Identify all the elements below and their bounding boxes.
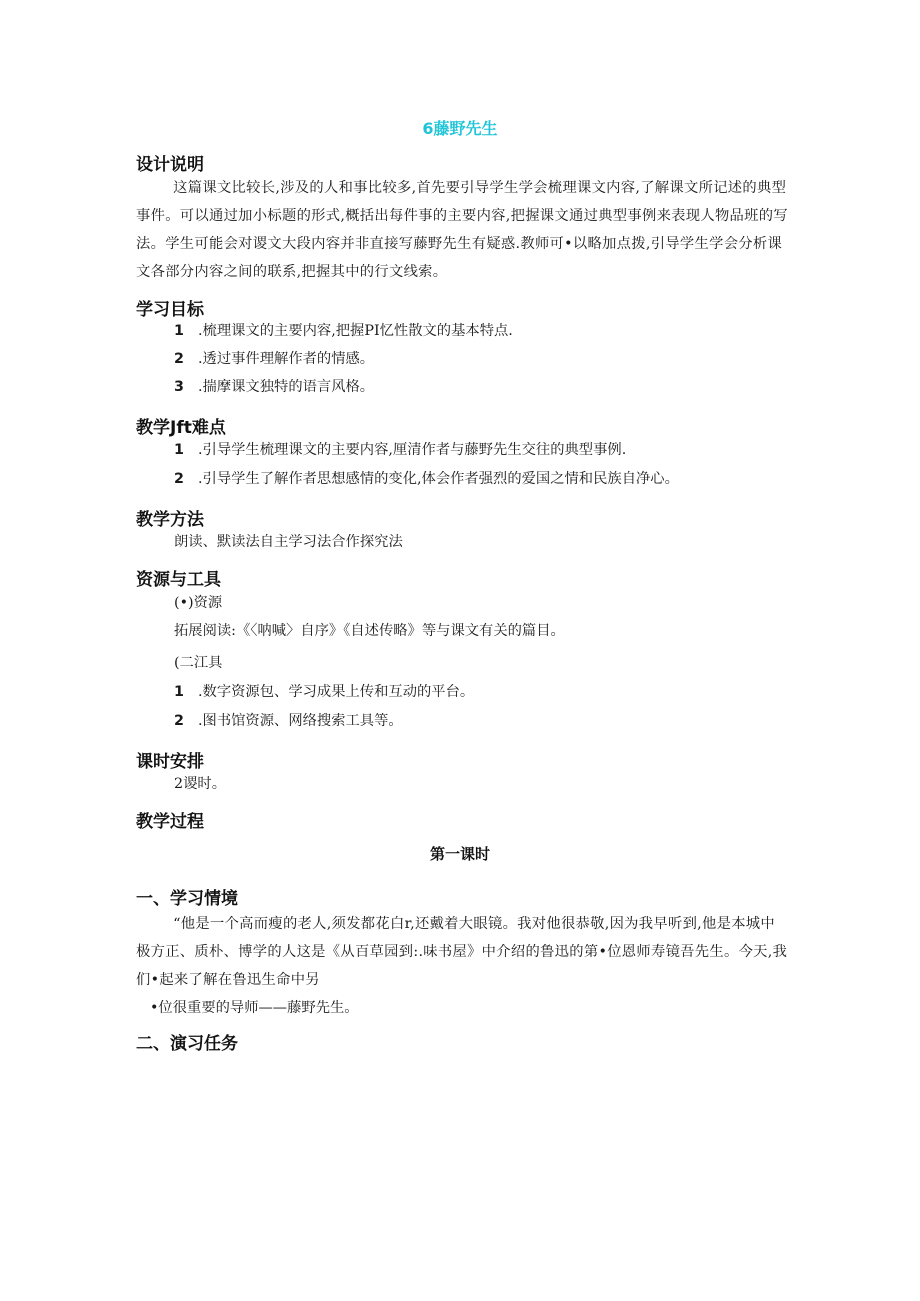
heading-schedule: 课时安排 [136,752,204,772]
heading-goals: 学习目标 [136,300,204,320]
goal-item-2-text: .透过事件理解作者的情感。 [198,351,375,367]
goal-item-3-text: .揣摩课文独特的语言风格。 [198,379,375,395]
resources-item-1-text: .数字资源包、学习成果上传和互动的平台。 [198,684,475,700]
resources-item-2-number: 2 [174,713,184,729]
lesson-title: 第一课时 [429,845,490,863]
situation-paragraph: “他是一个高而瘦的老人,须发都花白r,还戴着大眼镜。我对他很恭敬,因为我早听到,他是本城中极方正、质朴、博学的人这是《从百草园到:.味书屋》中介绍的鲁迅的第•位恩师寿镜吾先生。今天,我们•起来了解在鲁迅生命中另 [136,916,788,988]
key-point-item-1-text: .引导学生梳理课文的主要内容,厘清作者与藤野先生交往的典型事例. [198,442,627,458]
key-point-item-1-number: 1 [174,442,184,458]
situation-paragraph-tail: •位很重要的导师——藤野先生。 [150,1000,359,1016]
methods-text: 朗读、默读法自主学习法合作探究法 [174,534,403,550]
goal-item-1-number: 1 [174,323,184,339]
key-point-item-1 [174,441,626,460]
resources-item-2-text: .图书馆资源、网络搜索工具等。 [198,713,403,729]
key-point-item-2-number: 2 [174,471,184,487]
heading-methods: 教学方法 [136,510,204,530]
goal-item-3 [174,378,374,397]
document-title: 6藤野先生 [422,119,498,138]
goal-item-1 [174,322,513,341]
heading-situation: 一、学习情境 [136,889,238,909]
goal-item-1-text: .梳理课文的主要内容,把握PI忆性散文的基本特点. [198,323,513,339]
resources-item-2 [174,712,403,731]
key-point-item-2 [174,470,679,489]
heading-key-points: 教学Jft难点 [136,418,226,438]
goal-item-2-number: 2 [174,351,184,367]
goal-item-3-number: 3 [174,379,184,395]
resources-subheading-2: (二江具 [174,655,223,671]
resources-subheading-1: (•)资源 [174,595,223,611]
heading-resources: 资源与工具 [136,570,221,590]
heading-process: 教学过程 [136,812,204,832]
resources-extended-reading: 拓展阅读:《〈呐喊〉自序》《自述传略》等与课文有关的篇目。 [174,623,565,639]
key-point-item-2-text: .引导学生了解作者思想感情的变化,体会作者强烈的爱国之情和民族自净心。 [198,471,679,487]
resources-item-1-number: 1 [174,684,184,700]
heading-design: 设计说明 [136,155,204,175]
schedule-text: 2谡时。 [174,776,226,792]
resources-item-1 [174,683,474,702]
goal-item-2 [174,350,374,369]
design-paragraph: 这篇课文比较长,涉及的人和事比较多,首先要引导学生学会梳理课文内容,了解课文所记述的典型事件。可以通过加小标题的形式,概括出每件事的主要内容,把握课文通过典型事例来表现人物品班的写法。学生可能会对谡文大段内容并非直接写藤野先生有疑惑.教师可•以略加点拨,引导学生学会分析课文各部分内容之间的联系,把握其中的行文线索。 [136,180,788,280]
heading-tasks: 二、演习任务 [136,1034,238,1054]
